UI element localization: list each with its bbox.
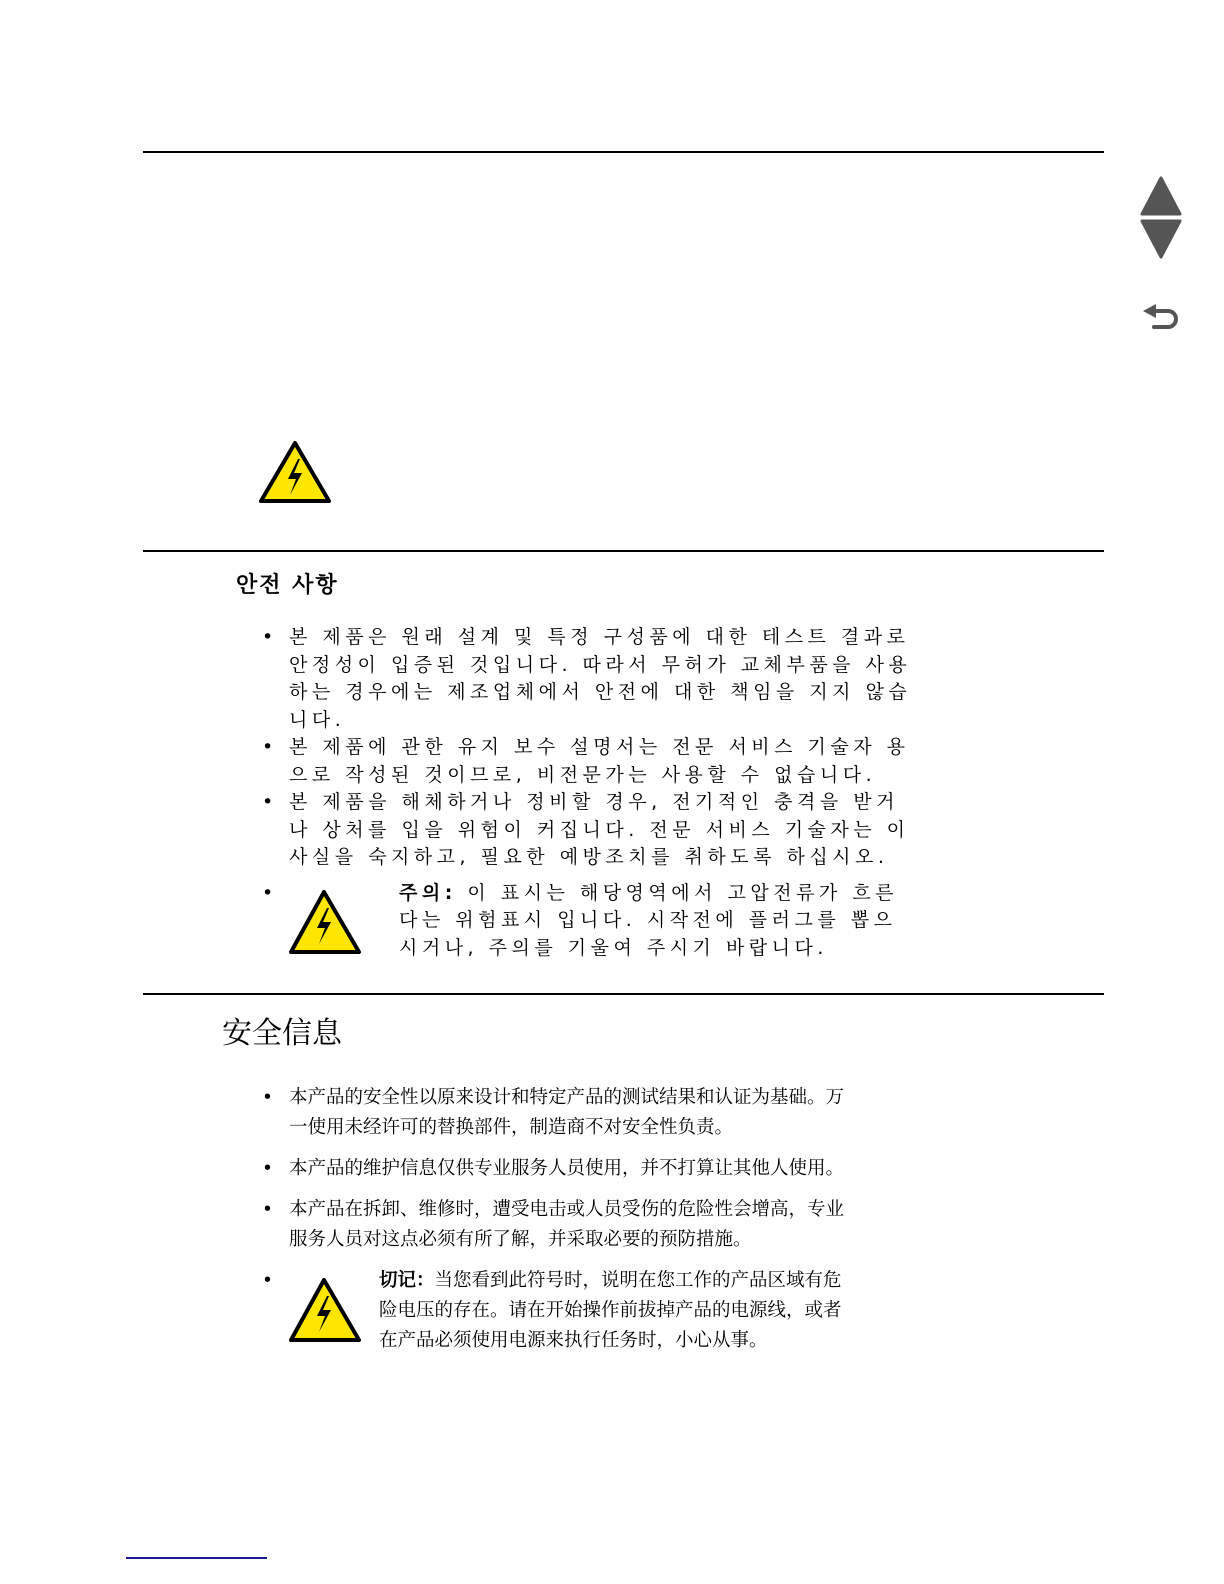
item-text: 본 제품을 해체하거나 정비할 경우, 전기적인 충격을 받거나 상처를 입을 위험이 커집니다. 전문 서비스 기술자는 이 사실을 숙지하고, 필요한 예방조치를 취하도록 하십시오. — [289, 791, 910, 868]
warning-item: • 주의: 이 표시는 해당영역에서 고압전류가 흐른다는 위험표시 입니다. 시작전에 플러그를 뽑으시거나, 주의를 기울여 주시기 바랍니다. — [262, 880, 912, 970]
high-voltage-warning-icon — [258, 439, 332, 505]
footer-link-underline[interactable] — [126, 1557, 267, 1559]
warning-text — [379, 1266, 852, 1356]
item-text: 本产品的安全性以原来设计和特定产品的测试结果和认证为基础。万一使用未经许可的替换部件，制造商不对安全性负责。 — [289, 1087, 845, 1138]
chinese-safety-list — [262, 1083, 852, 1356]
section-rule — [143, 993, 1104, 995]
triangle-down-icon[interactable] — [1140, 219, 1182, 259]
list-item: • 本产品的安全性以原来设计和特定产品的测试结果和认证为基础。万一使用未经许可的替换部件，制造商不对安全性负责。 — [262, 1087, 845, 1138]
return-arrow-icon[interactable] — [1140, 301, 1182, 337]
item-text: 本产品的维护信息仅供专业服务人员使用，并不打算让其他人使用。 — [289, 1158, 845, 1179]
list-item: • 本产品的维护信息仅供专业服务人员使用，并不打算让其他人使用。 — [262, 1158, 845, 1179]
warning-body: 이 표시는 해당영역에서 고압전류가 흐른다는 위험표시 입니다. 시작전에 플러그를 뽑으시거나, 주의를 기울여 주시기 바랍니다. — [399, 881, 899, 959]
high-voltage-warning-icon — [289, 888, 369, 958]
korean-safety-list — [262, 624, 912, 970]
list-item: • 본 제품을 해체하거나 정비할 경우, 전기적인 충격을 받거나 상처를 입을 위험이 커집니다. 전문 서비스 기술자는 이 사실을 숙지하고, 필요한 예방조치를 취하도록 하십시오. — [262, 791, 910, 868]
warning-body: 当您看到此符号时，说明在您工作的产品区域有危险电压的存在。请在开始操作前拔掉产品的电源线，或者在产品必须使用电源来执行任务时，小心从事。 — [379, 1270, 842, 1351]
triangle-up-icon[interactable] — [1140, 176, 1182, 216]
list-item: • 本产品在拆卸、维修时，遭受电击或人员受伤的危险性会增高，专业服务人员对这点必须有所了解，并采取必要的预防措施。 — [262, 1199, 845, 1250]
item-text: 본 제품은 원래 설계 및 특정 구성품에 대한 테스트 결과로 안정성이 입증된 것입니다. 따라서 무허가 교체부품을 사용하는 경우에는 제조업체에서 안전에 대한 책임을 지지 않습니다. — [289, 626, 912, 731]
item-text: 본 제품에 관한 유지 보수 설명서는 전문 서비스 기술자 용으로 작성된 것이므로, 비전문가는 사용할 수 없습니다. — [289, 736, 910, 786]
chinese-heading: 安全信息 — [222, 1016, 342, 1051]
nav-controls — [1140, 176, 1182, 337]
warning-text — [399, 880, 912, 963]
warning-label: 주의: — [399, 881, 457, 904]
item-text: 本产品在拆卸、维修时，遭受电击或人员受伤的危险性会增高，专业服务人员对这点必须有所了解，并采取必要的预防措施。 — [289, 1199, 845, 1250]
warning-label: 切记： — [379, 1270, 435, 1291]
korean-heading: 안전 사항 — [236, 573, 339, 598]
list-item: • 본 제품은 원래 설계 및 특정 구성품에 대한 테스트 결과로 안정성이 입증된 것입니다. 따라서 무허가 교체부품을 사용하는 경우에는 제조업체에서 안전에 대한 책임을 지지 않습니다. — [262, 626, 912, 731]
list-item: • 본 제품에 관한 유지 보수 설명서는 전문 서비스 기술자 용으로 작성된 것이므로, 비전문가는 사용할 수 없습니다. — [262, 736, 910, 786]
warning-item: • 切记：当您看到此符号时，说明在您工作的产品区域有危险电压的存在。请在开始操作前拔掉产品的电源线，或者在产品必须使用电源来执行任务时，小心从事。 — [262, 1266, 852, 1356]
top-rule — [143, 151, 1104, 153]
high-voltage-warning-icon — [289, 1276, 369, 1346]
section-rule — [143, 550, 1104, 552]
